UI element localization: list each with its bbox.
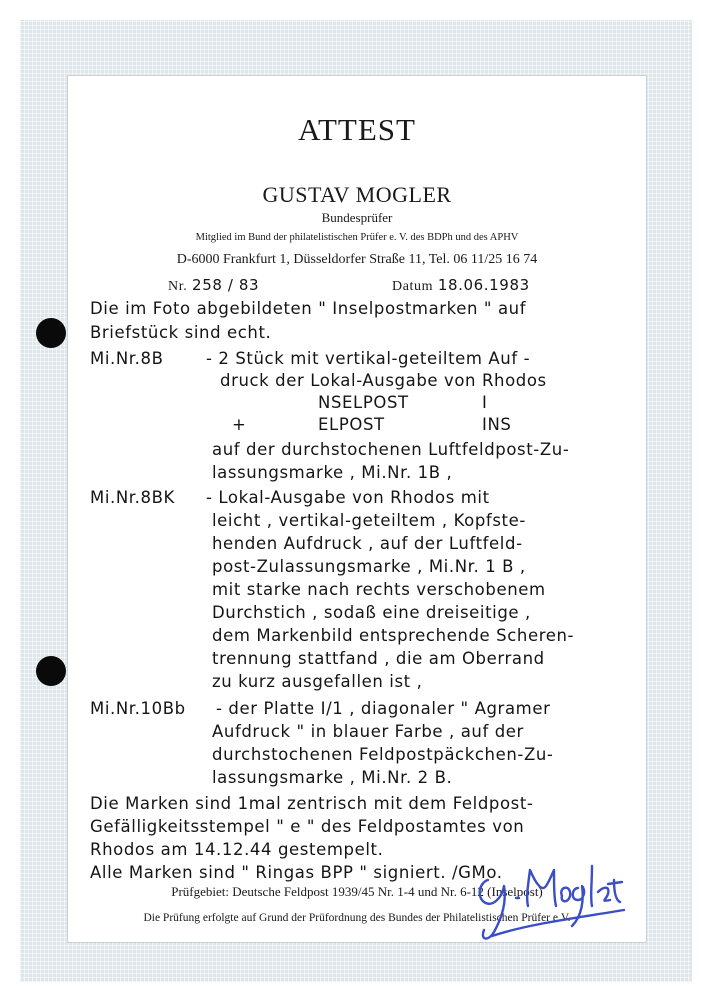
item-text-line: trennung stattfand , die am Oberrand [212, 649, 545, 668]
item-reference: Mi.Nr.8BK [90, 488, 175, 507]
punch-hole-top [36, 318, 66, 348]
item-text-line: henden Aufdruck , auf der Luftfeld- [212, 534, 523, 553]
intro-line: Die im Foto abgebildeten " Inselpostmarken " auf [90, 299, 527, 318]
handwritten-signature [458, 840, 638, 950]
item-text-line: - der Platte I/1 , diagonaler " Agramer [216, 699, 551, 718]
item-text-line: mit starke nach rechts verschobenem [212, 580, 546, 599]
reference-number [168, 275, 259, 295]
item-text-line: lassungsmarke , Mi.Nr. 2 B. [212, 768, 453, 787]
overprint-text: INS [482, 415, 512, 434]
address-line: D-6000 Frankfurt 1, Düsseldorfer Straße 11, Tel. 06 11/25 16 74 [176, 252, 538, 267]
item-text-line: Durchstich , sodaß eine dreiseitige , [212, 603, 531, 622]
overprint-text: I [482, 393, 488, 412]
examination-scope: Prüfgebiet: Deutsche Feldpost 1939/45 Nr. 1-4 und Nr. 6-12 (Inselpost) [171, 884, 543, 899]
membership-line: Mitglied im Bund der philatelistischen Prüfer e. V. des BDPh und des APHV [195, 232, 519, 243]
item-text-line: auf der durchstochenen Luftfeldpost-Zu- [212, 440, 570, 459]
item-text-line: Aufdruck " in blauer Farbe , auf der [212, 722, 524, 741]
examination-note: Die Prüfung erfolgte auf Grund der Prüfordnung des Bundes der Philatelistischen Prüfer e.V. [143, 912, 571, 924]
item-text-line: dem Markenbild entsprechende Scheren- [212, 626, 575, 645]
examiner-name: GUSTAV MOGLER [262, 182, 452, 207]
item-reference: Mi.Nr.10Bb [90, 699, 186, 718]
overprint-text: + [232, 415, 247, 434]
date-label: Datum [392, 279, 434, 294]
nr-label: Nr. [168, 279, 188, 294]
intro-line: Briefstück sind echt. [90, 323, 272, 342]
closing-line: Alle Marken sind " Ringas BPP " signiert. /GMo. [90, 863, 503, 882]
closing-line: Die Marken sind 1mal zentrisch mit dem Feldpost- [90, 794, 534, 813]
item-text-line: - Lokal-Ausgabe von Rhodos mit [206, 488, 490, 507]
item-text-line: - 2 Stück mit vertikal-geteiltem Auf - [206, 349, 531, 368]
closing-line: Gefälligkeitsstempel " e " des Feldpostamtes von [90, 817, 525, 836]
item-text-line: durchstochenen Feldpostpäckchen-Zu- [212, 745, 554, 764]
item-reference: Mi.Nr.8B [90, 349, 164, 368]
item-text-line: post-Zulassungsmarke , Mi.Nr. 1 B , [212, 557, 526, 576]
overprint-text: ELPOST [318, 415, 385, 434]
item-text-line: leicht , vertikal-geteiltem , Kopfste- [212, 511, 526, 530]
date-value: 18.06.1983 [437, 276, 530, 294]
overprint-text: NSELPOST [318, 393, 409, 412]
examiner-role: Bundesprüfer [321, 210, 393, 225]
item-text-line: druck der Lokal-Ausgabe von Rhodos [220, 371, 547, 390]
page-title: ATTEST [298, 112, 416, 147]
item-text-line: zu kurz ausgefallen ist , [212, 672, 423, 691]
closing-line: Rhodos am 14.12.44 gestempelt. [90, 840, 384, 859]
certificate-date [392, 275, 530, 295]
punch-hole-bottom [36, 656, 66, 686]
nr-value: 258 / 83 [192, 276, 260, 294]
item-text-line: lassungsmarke , Mi.Nr. 1B , [212, 463, 453, 482]
